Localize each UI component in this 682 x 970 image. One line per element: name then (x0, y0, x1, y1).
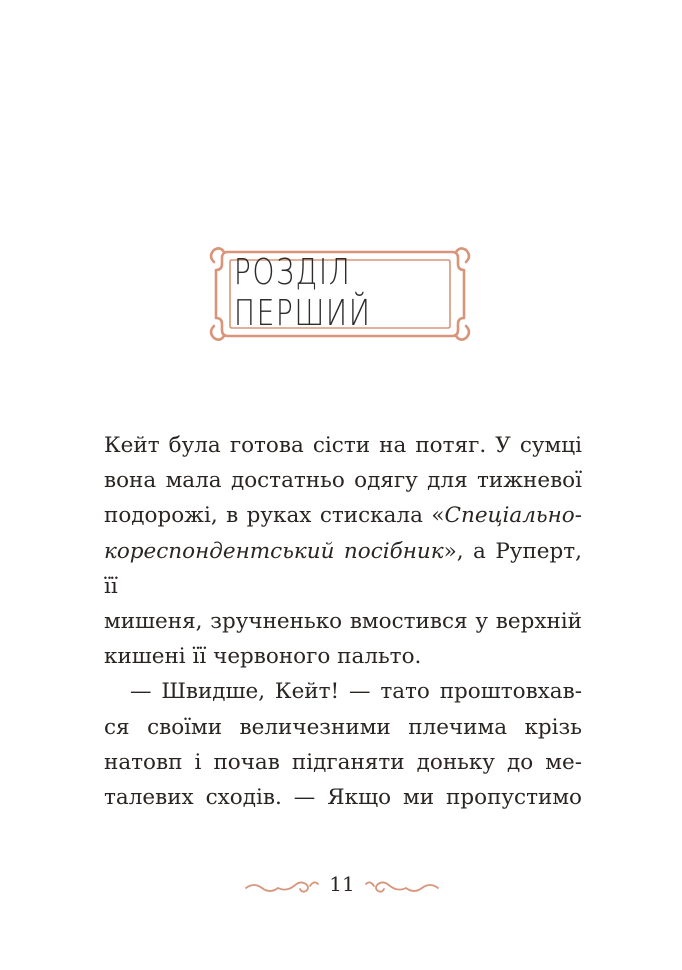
text-line: натовп і почав підганяти доньку до ме- (104, 749, 582, 775)
book-title-italic: кореспондентський посібник (104, 538, 444, 564)
text-line: ся своїми величезними плечима крізь (104, 714, 582, 740)
text-fragment: », а Руперт, її (104, 538, 582, 599)
book-title-italic: Спеціально- (444, 503, 582, 529)
chapter-title-frame (204, 240, 476, 346)
body-text (104, 428, 582, 815)
page-footer (244, 868, 440, 900)
paragraph-2 (104, 674, 582, 815)
text-line (104, 534, 582, 604)
text-line: кишені її червоного пальто. (104, 644, 422, 670)
text-line: мишеня, зручненько вмостився у верхній (104, 609, 582, 635)
page-number: 11 (329, 872, 355, 896)
text-line: — Швидше, Кейт! — тато проштовхав- (130, 679, 582, 705)
text-line: Кейт була готова сісти на потяг. У сумці (104, 433, 582, 458)
text-fragment: подорожі, в руках стискала « (104, 503, 445, 529)
text-line: талевих сходів. — Якщо ми пропустимо (104, 785, 582, 811)
text-line: вона мала достатньо одягу для тижневої (104, 468, 582, 494)
paragraph-1 (104, 428, 582, 674)
chapter-title: РОЗДІЛ ПЕРШИЙ (233, 252, 372, 334)
text-line (104, 498, 582, 533)
